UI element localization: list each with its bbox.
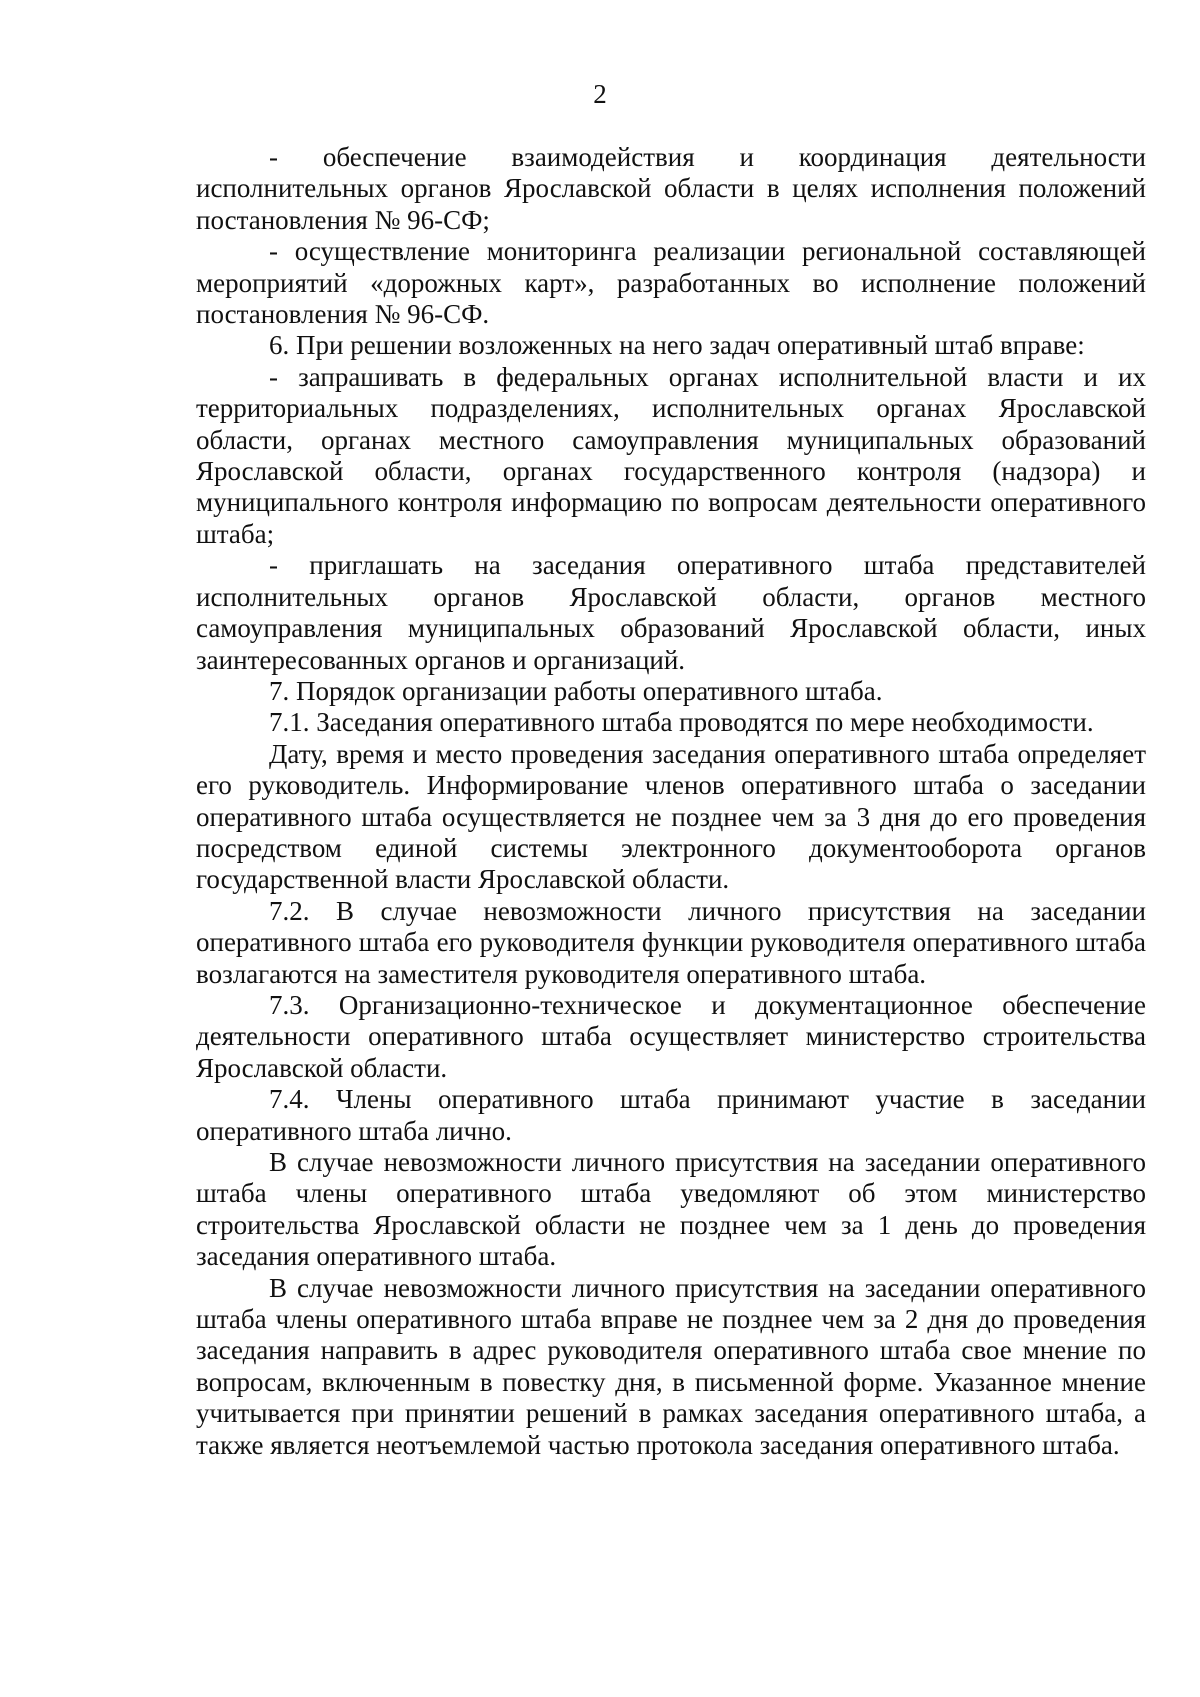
- paragraph-7-4: 7.4. Члены оперативного штаба принимают участие в заседании оперативного штаба лично.: [196, 1084, 1146, 1146]
- page-number: 2: [593, 79, 607, 109]
- paragraph-7-2: 7.2. В случае невозможности личного присутствия на заседании оперативного штаба его руководителя функции руководителя оперативного штаба возлагаются на заместителя руководителя оперативного штаба.: [196, 895, 1146, 989]
- paragraph-written-opinion: В случае невозможности личного присутствия на заседании оперативного штаба члены оперативного штаба вправе не позднее чем за 2 дня до проведения заседания направить в адрес руководителя оперативного штаба свое мнение по вопросам, включенным в повестку дня, в письменной форме. Указанное мнение учитывается при принятии решений в рамках заседания оперативного штаба, а также является неотъемлемой частью протокола заседания оперативного штаба.: [196, 1272, 1146, 1460]
- paragraph-invite-item: - приглашать на заседания оперативного штаба представителей исполнительных органов Ярославской области, органов местного самоуправления муниципальных образований Ярославской области, иных заинтересованных органов и организаций.: [196, 550, 1146, 675]
- paragraph-meeting-date: Дату, время и место проведения заседания оперативного штаба определяет его руководитель. Информирование членов оперативного штаба о заседании оперативного штаба осуществляется не позднее чем за 3 дня до его проведения посредством единой системы электронного документооборота органов государственной власти Ярославской области.: [196, 738, 1146, 895]
- paragraph-coordination-item: - обеспечение взаимодействия и координация деятельности исполнительных органов Ярославской области в целях исполнения положений постановления № 96-СФ;: [196, 142, 1146, 235]
- paragraph-monitoring-item: - осуществление мониторинга реализации региональной составляющей мероприятий «дорожных карт», разработанных во исполнение положений постановления № 96-СФ.: [196, 236, 1146, 330]
- paragraph-7-1: 7.1. Заседания оперативного штаба проводятся по мере необходимости.: [269, 707, 1094, 738]
- paragraph-7-3: 7.3. Организационно-техническое и документационное обеспечение деятельности оперативного штаба осуществляет министерство строительства Ярославской области.: [196, 989, 1146, 1083]
- paragraph-section-6-heading: 6. При решении возложенных на него задач оперативный штаб вправе:: [269, 330, 1085, 361]
- paragraph-section-7-heading: 7. Порядок организации работы оперативного штаба.: [269, 675, 883, 706]
- document-body: [196, 142, 1146, 1461]
- paragraph-request-info-item: - запрашивать в федеральных органах исполнительной власти и их территориальных подразделениях, исполнительных органах Ярославской области, органах местного самоуправления муниципальных образований Ярославской области, органах государственного контроля (надзора) и муниципального контроля информацию по вопросам деятельности оперативного штаба;: [196, 361, 1146, 549]
- paragraph-absence-notice: В случае невозможности личного присутствия на заседании оперативного штаба члены оперативного штаба уведомляют об этом министерство строительства Ярославской области не позднее чем за 1 день до проведения заседания оперативного штаба.: [196, 1147, 1146, 1272]
